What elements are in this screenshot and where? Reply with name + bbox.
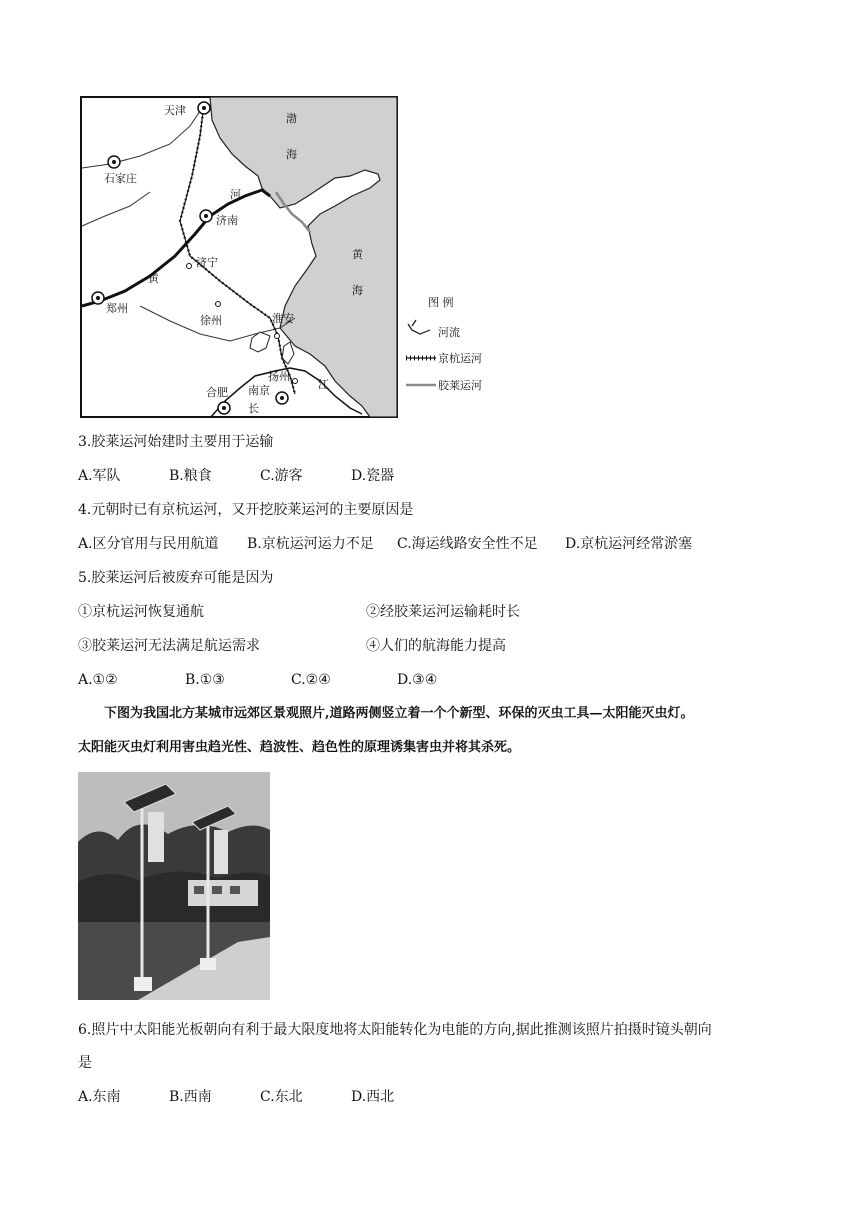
grand-canal-map (80, 96, 398, 418)
q5-statement-4: ④人们的航海能力提高 (366, 638, 506, 654)
q3-option-b[interactable]: B.粮食 (169, 468, 212, 484)
q4-option-a[interactable]: A.区分官用与民用航道 (78, 536, 219, 552)
q5-statement-2: ②经胶莱运河运输耗时长 (366, 604, 520, 620)
bohai-label-2: 海 (286, 148, 297, 161)
q5-option-a[interactable]: A.①② (78, 672, 118, 688)
city-marker-nanjing (276, 392, 288, 404)
city-label-hefei: 合肥 (206, 386, 228, 399)
map-legend (400, 290, 500, 400)
legend-river-icon (408, 320, 430, 334)
q3-option-c[interactable]: C.游客 (260, 468, 303, 484)
q5-statement-1: ①京杭运河恢复通航 (78, 604, 204, 620)
yellow-river-label-2: 河 (230, 188, 241, 201)
huanghai-label-2: 海 (352, 284, 363, 297)
q5-statement-3: ③胶莱运河无法满足航运需求 (78, 638, 260, 654)
city-marker-shijiazhuang (108, 156, 120, 168)
q3-option-a[interactable]: A.军队 (78, 468, 121, 484)
q4-option-c[interactable]: C.海运线路安全性不足 (397, 536, 538, 552)
city-marker-huaian (275, 334, 280, 339)
yellow-river-label-1: 黄 (148, 272, 159, 285)
q6-option-b[interactable]: B.西南 (169, 1089, 212, 1105)
city-marker-jinan (200, 210, 212, 222)
q4-option-b[interactable]: B.京杭运河运力不足 (247, 536, 374, 552)
huanghai-label-1: 黄 (352, 248, 363, 261)
city-label-huaian: 淮安 (272, 312, 294, 325)
yangtze-label-1: 长 (248, 402, 259, 415)
city-label-shijiazhuang: 石家庄 (104, 172, 137, 185)
question-6-stem-line-1: 6.照片中太阳能光板朝向有利于最大限度地将太阳能转化为电能的方向,据此推测该照片拍摄时镜头朝向 (78, 1022, 712, 1038)
city-marker-yangzhou (293, 379, 298, 384)
city-label-jining: 济宁 (196, 256, 218, 269)
q5-option-c[interactable]: C.②④ (291, 672, 331, 688)
question-6-stem-line-2: 是 (78, 1055, 92, 1071)
city-label-tianjin: 天津 (164, 104, 186, 117)
yangtze-label-2: 江 (318, 378, 329, 391)
city-label-yangzhou: 扬州 (268, 370, 290, 383)
q6-option-a[interactable]: A.东南 (78, 1089, 121, 1105)
q4-option-d[interactable]: D.京杭运河经常淤塞 (565, 536, 693, 552)
city-label-jinan: 济南 (216, 214, 238, 227)
city-label-nanjing: 南京 (248, 384, 270, 397)
question-3-stem: 3.胶莱运河始建时主要用于运输 (78, 434, 274, 450)
passage-line-2: 太阳能灭虫灯利用害虫趋光性、趋波性、趋色性的原理诱集害虫并将其杀死。 (78, 740, 521, 755)
legend-river-label: 河流 (438, 326, 460, 339)
city-marker-jining (187, 264, 192, 269)
legend-title: 图 例 (428, 296, 454, 309)
question-5-stem: 5.胶莱运河后被废弃可能是因为 (78, 570, 274, 586)
bohai-label-1: 渤 (286, 112, 297, 125)
question-4-stem: 4.元朝时已有京杭运河，又开挖胶莱运河的主要原因是 (78, 502, 414, 518)
city-marker-hefei (218, 402, 230, 414)
q3-option-d[interactable]: D.瓷器 (351, 468, 395, 484)
legend-jinghang-label: 京杭运河 (438, 352, 482, 365)
city-label-xuzhou: 徐州 (200, 314, 222, 327)
q5-option-d[interactable]: D.③④ (397, 672, 438, 688)
q5-option-b[interactable]: B.①③ (185, 672, 225, 688)
q6-option-d[interactable]: D.西北 (351, 1089, 395, 1105)
city-marker-zhengzhou (92, 292, 104, 304)
city-label-zhengzhou: 郑州 (106, 302, 128, 315)
city-marker-xuzhou (216, 302, 221, 307)
city-marker-tianjin (198, 102, 210, 114)
passage-line-1: 下图为我国北方某城市远郊区景观照片,道路两侧竖立着一个个新型、环保的灭虫工具—太阳能灭虫灯。 (104, 706, 694, 721)
q6-option-c[interactable]: C.东北 (260, 1089, 303, 1105)
legend-jiaolai-label: 胶莱运河 (438, 379, 482, 392)
solar-insect-lamp-photo (78, 772, 270, 1000)
